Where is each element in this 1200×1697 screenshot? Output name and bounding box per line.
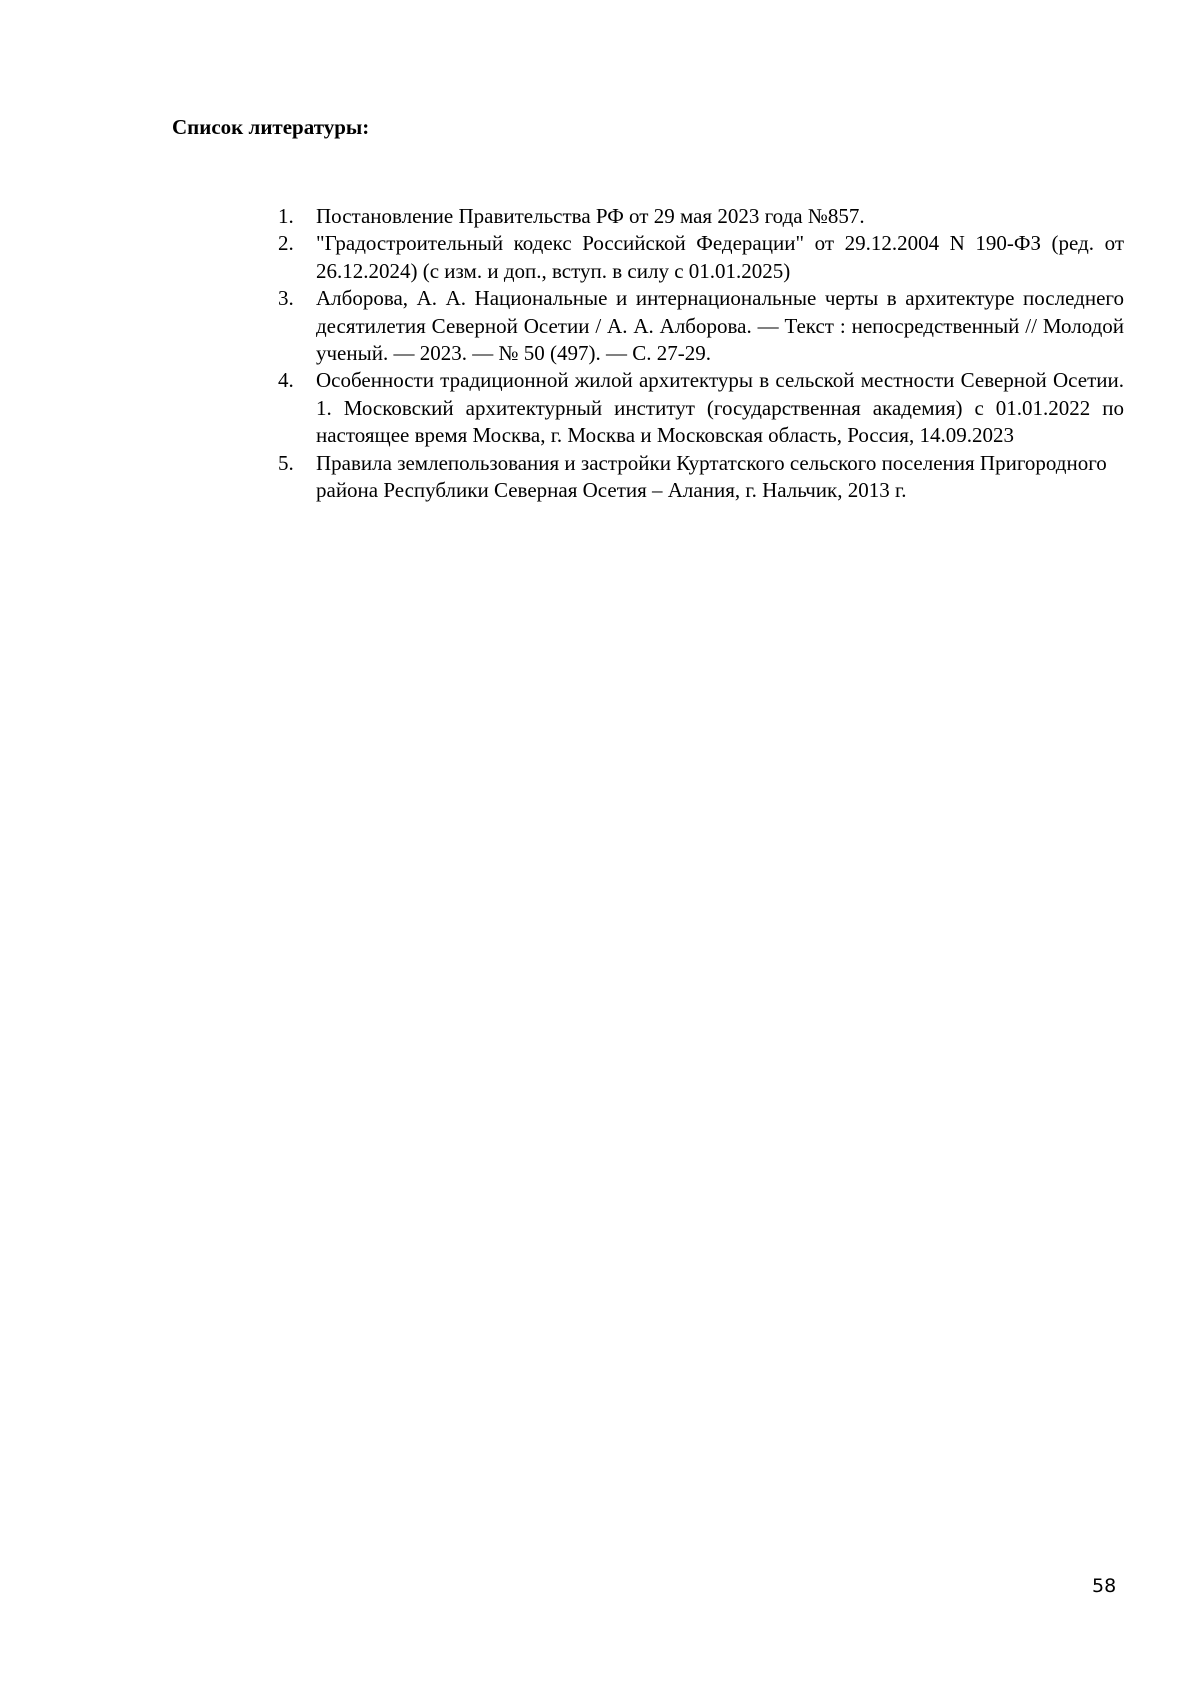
- reference-number: 4.: [278, 368, 294, 393]
- reference-item: [274, 367, 1124, 449]
- reference-item: [274, 203, 1124, 230]
- bibliography-heading: Список литературы:: [172, 115, 370, 139]
- reference-number: 3.: [278, 286, 294, 311]
- reference-item: [274, 285, 1124, 367]
- reference-list: [274, 203, 1124, 504]
- reference-item: [274, 230, 1124, 285]
- reference-text: Алборова, А. А. Национальные и интернациональные черты в архитектуре последнего десятилетия Северной Осетии / А. А. Алборова. — Текст : непосредственный // Молодой ученый. — 2023. — № 50 (497). — С. 27-29.: [316, 286, 1124, 366]
- reference-text: "Градостроительный кодекс Российской Федерации" от 29.12.2004 N 190-ФЗ (ред. от 26.12.2024) (с изм. и доп., вступ. в силу с 01.01.2025): [316, 231, 1124, 283]
- reference-number: 1.: [278, 204, 294, 228]
- reference-text: Особенности традиционной жилой архитектуры в сельской местности Северной Осетии. 1. Московский архитектурный институт (государственная академия) с 01.01.2022 по настоящее время Москва, г. Москва и Московская область, Россия, 14.09.2023: [316, 368, 1124, 448]
- reference-number: 5.: [278, 450, 294, 475]
- reference-item: [274, 450, 1124, 505]
- reference-number: 2.: [278, 231, 294, 256]
- page-number: 58: [1092, 1575, 1117, 1597]
- reference-text: Правила землепользования и застройки Куртатского сельского поселения Пригородного района Республики Северная Осетия – Алания, г. Нальчик, 2013 г.: [316, 450, 1107, 503]
- reference-text: Постановление Правительства РФ от 29 мая 2023 года №857.: [316, 204, 865, 228]
